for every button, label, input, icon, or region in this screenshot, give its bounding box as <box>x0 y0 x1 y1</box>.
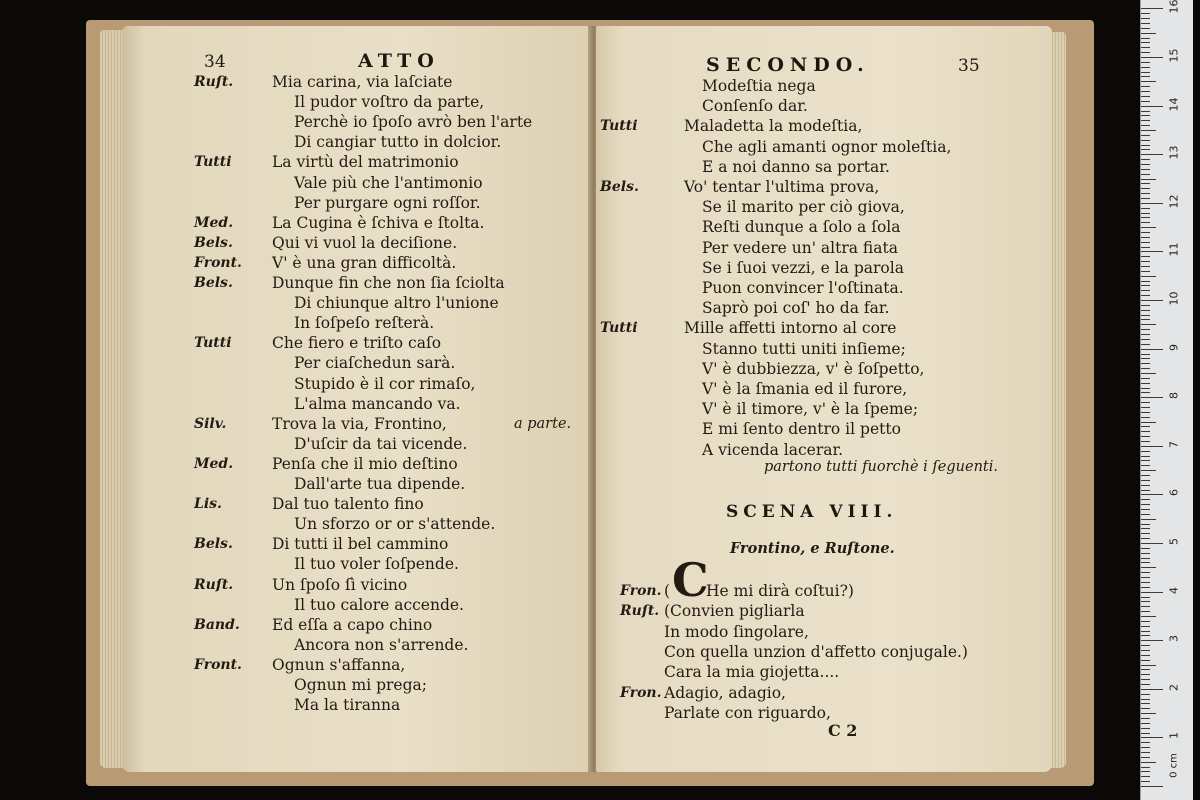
ruler-tick <box>1141 422 1156 423</box>
ruler-tick <box>1141 577 1150 578</box>
verse-line: Parlate con riguardo, <box>664 703 831 722</box>
ruler-tick <box>1141 52 1150 53</box>
ruler-tick <box>1141 300 1163 301</box>
ruler-tick <box>1141 606 1150 607</box>
ruler-tick <box>1141 363 1150 364</box>
ruler-tick <box>1141 426 1150 427</box>
ruler-tick <box>1141 737 1163 738</box>
ruler-number: 3 <box>1167 635 1181 643</box>
ruler-tick <box>1141 203 1163 204</box>
ruler-tick <box>1141 227 1156 228</box>
ruler-tick <box>1141 72 1150 73</box>
right-page-number: 35 <box>958 56 980 76</box>
left-running-head: ATTO <box>358 50 440 72</box>
ruler-tick <box>1141 57 1163 58</box>
ruler-tick <box>1141 324 1156 325</box>
ruler-tick <box>1141 567 1156 568</box>
ruler-tick <box>1141 514 1150 515</box>
ruler-tick <box>1141 247 1150 248</box>
ruler-tick <box>1141 18 1150 19</box>
speaker-label: Tutti <box>194 335 232 352</box>
verse-line: He mi dirà coſtui?) <box>706 582 854 600</box>
ruler-tick <box>1141 431 1150 432</box>
ruler-tick <box>1141 524 1150 525</box>
verse-line: Un sforzo or or s'attende. <box>294 515 496 534</box>
speaker-label: Ruſt. <box>194 74 234 90</box>
ruler-tick <box>1141 446 1163 447</box>
verse-line: Dunque fin che non ſia ſciolta <box>272 274 505 292</box>
ruler-tick <box>1141 232 1150 233</box>
ruler-tick <box>1141 509 1150 510</box>
speaker-label: Ruſt. <box>194 576 234 593</box>
ruler-number: 9 <box>1167 343 1181 351</box>
speaker-label: Front. <box>194 656 242 673</box>
ruler-tick <box>1141 762 1156 763</box>
ruler-unit-label: 0 cm <box>1168 753 1180 778</box>
ruler-tick <box>1141 669 1150 670</box>
ruler-tick <box>1141 441 1150 442</box>
speaker-label: Ruſt. <box>620 603 660 620</box>
ruler-tick <box>1141 140 1150 141</box>
ruler-tick <box>1141 640 1163 641</box>
ruler-number: 12 <box>1167 194 1181 209</box>
verse-line: Perchè io ſpoſo avrò ben l'arte <box>294 113 533 132</box>
scene-title: SCENA VIII. <box>726 502 898 522</box>
verse-line: Ma la tiranna <box>294 696 401 715</box>
page-edges-left <box>100 30 124 768</box>
verse-line: La Cugina è ſchiva e ſtolta. <box>272 213 485 232</box>
ruler-tick <box>1141 120 1150 121</box>
ruler-tick <box>1141 548 1150 549</box>
ruler-tick <box>1141 358 1150 359</box>
ruler-tick <box>1141 38 1150 39</box>
ruler-tick <box>1141 266 1150 267</box>
ruler-tick <box>1141 334 1150 335</box>
verse-line: Mille affetti intorno al core <box>684 319 897 338</box>
verse-line: Ancora non s'arrende. <box>294 635 469 654</box>
speaker-label: Tutti <box>194 154 232 171</box>
ruler-tick <box>1141 378 1150 379</box>
ruler-tick <box>1141 193 1150 194</box>
ruler-tick <box>1141 47 1150 48</box>
ruler-number: 1 <box>1167 732 1181 740</box>
ruler-tick <box>1141 344 1150 345</box>
verse-line: V' è la ſmania ed il furore, <box>702 380 908 398</box>
ruler-tick <box>1141 111 1150 112</box>
verse-line: Vale più che l'antimonio <box>294 173 483 192</box>
page-edges-right <box>1050 32 1066 768</box>
ruler-tick <box>1141 208 1150 209</box>
ruler-tick <box>1141 62 1150 63</box>
ruler-number: 15 <box>1167 48 1181 63</box>
verse-line: Il pudor voſtro da parte, <box>294 93 485 112</box>
ruler-tick <box>1141 645 1150 646</box>
ruler-tick <box>1141 373 1156 374</box>
left-page <box>122 26 592 772</box>
ruler-number: 7 <box>1167 440 1181 448</box>
ruler-tick <box>1141 703 1150 704</box>
ruler-tick <box>1141 261 1150 262</box>
ruler-tick <box>1141 533 1150 534</box>
ruler-tick <box>1141 130 1156 131</box>
ruler-tick <box>1141 290 1150 291</box>
ruler-tick <box>1141 494 1163 495</box>
ruler-tick <box>1141 616 1156 617</box>
ruler-tick <box>1141 81 1156 82</box>
right-page <box>596 26 1052 772</box>
ruler-tick <box>1141 354 1150 355</box>
ruler-tick <box>1141 183 1150 184</box>
ruler-tick <box>1141 305 1150 306</box>
ruler-tick <box>1141 776 1150 777</box>
ruler-tick <box>1141 611 1150 612</box>
ruler-tick <box>1141 23 1150 24</box>
ruler-tick <box>1141 475 1150 476</box>
ruler-tick <box>1141 329 1150 330</box>
ruler-tick <box>1141 76 1150 77</box>
verse-line: Ognun mi prega; <box>294 676 427 694</box>
ruler-tick <box>1141 319 1150 320</box>
ruler-tick <box>1141 8 1163 9</box>
ruler-tick <box>1141 708 1150 709</box>
ruler-number: 13 <box>1167 145 1181 160</box>
signature-mark: C 2 <box>828 721 858 740</box>
ruler-tick <box>1141 626 1150 627</box>
verse-line: Per ciaſchedun sarà. <box>294 354 456 373</box>
ruler-tick <box>1141 543 1163 544</box>
ruler-tick <box>1141 742 1150 743</box>
speaker-label: Bels. <box>600 179 639 195</box>
ruler-tick <box>1141 159 1150 160</box>
verse-line: Il tuo voler ſoſpende. <box>294 555 459 574</box>
ruler-tick <box>1141 407 1150 408</box>
ruler-tick <box>1141 417 1150 418</box>
ruler-tick <box>1141 86 1150 87</box>
ruler-tick <box>1141 256 1150 257</box>
speaker-label: Tutti <box>600 320 638 337</box>
ruler-tick <box>1141 582 1150 583</box>
ruler-tick <box>1141 33 1156 34</box>
verse-line: Vo' tentar l'ultima prova, <box>684 178 880 196</box>
ruler-tick <box>1141 587 1150 588</box>
ruler-tick <box>1141 164 1150 165</box>
verse-line: La virtù del matrimonio <box>272 153 459 172</box>
ruler-tick <box>1141 689 1163 690</box>
ruler-tick <box>1141 499 1150 500</box>
verse-line: L'alma mancando va. <box>294 394 461 413</box>
verse-line: Che agli amanti ognor moleſtia, <box>702 137 952 156</box>
ruler-tick <box>1141 125 1150 126</box>
ruler-tick <box>1141 281 1150 282</box>
verse-line: Dall'arte tua dipende. <box>294 475 466 493</box>
ruler-number: 8 <box>1167 392 1181 400</box>
verse-line: Ed eſſa a capo chino <box>272 615 433 634</box>
verse-line: In ſoſpeſo reſterà. <box>294 314 435 333</box>
scene-characters: Frontino, e Ruſtone. <box>730 540 895 557</box>
verse-line: Cara la mia giojetta.... <box>664 663 840 682</box>
ruler-tick <box>1141 771 1150 772</box>
verse-line: Adagio, adagio, <box>664 683 786 702</box>
ruler-number: 2 <box>1167 683 1181 691</box>
verse-line: Ognun s'affanna, <box>272 655 406 674</box>
ruler-number: 11 <box>1167 242 1181 257</box>
ruler-tick <box>1141 660 1150 661</box>
ruler-tick <box>1141 490 1150 491</box>
ruler-tick <box>1141 174 1150 175</box>
ruler-tick <box>1141 145 1150 146</box>
ruler-tick <box>1141 601 1150 602</box>
ruler-tick <box>1141 684 1150 685</box>
speaker-label: Bels. <box>194 234 233 251</box>
ruler-tick <box>1141 101 1150 102</box>
ruler-number: 14 <box>1167 97 1181 112</box>
ruler-tick <box>1141 154 1163 155</box>
verse-line: V' è dubbiezza, v' è ſoſpetto, <box>702 359 925 378</box>
ruler-tick <box>1141 96 1150 97</box>
verse-line: Trova la via, Frontino, <box>272 414 447 433</box>
ruler-tick <box>1141 538 1150 539</box>
ruler-tick <box>1141 251 1163 252</box>
ruler-tick <box>1141 485 1150 486</box>
verse-line: Per purgare ogni roſſor. <box>294 193 481 212</box>
speaker-label: Band. <box>194 616 240 633</box>
ruler-tick <box>1141 242 1150 243</box>
ruler-tick <box>1141 135 1150 136</box>
speaker-label: Fron. <box>620 583 662 599</box>
verse-line: Se il marito per ciò giova, <box>702 198 905 217</box>
ruler-tick <box>1141 213 1150 214</box>
verse-line: Un ſpoſo ſì vicino <box>272 575 408 594</box>
verse-line: E mi ſento dentro il petto <box>702 420 901 439</box>
ruler-tick <box>1141 237 1150 238</box>
ruler-tick <box>1141 597 1150 598</box>
ruler-tick <box>1141 767 1150 768</box>
verse-line: V' è una gran difficoltà. <box>272 253 457 272</box>
ruler-tick <box>1141 42 1150 43</box>
speaker-label: Med. <box>194 455 234 472</box>
ruler-tick <box>1141 368 1150 369</box>
ruler-tick <box>1141 733 1150 734</box>
ruler-number: 10 <box>1167 291 1181 306</box>
ruler-tick <box>1141 460 1150 461</box>
ruler-tick <box>1141 699 1150 700</box>
ruler-tick <box>1141 222 1150 223</box>
ruler-number: 6 <box>1167 489 1181 497</box>
ruler-tick <box>1141 528 1150 529</box>
verse-line: V' è il timore, v' è la ſpeme; <box>702 400 919 419</box>
verse-line: E a noi danno sa portar. <box>702 157 890 176</box>
ruler-tick <box>1141 757 1150 758</box>
speaker-label: Bels. <box>194 536 233 553</box>
ruler-tick <box>1141 456 1150 457</box>
verse-line: Che fiero e triſto caſo <box>272 334 442 353</box>
ruler-tick <box>1141 13 1150 14</box>
ruler-tick <box>1141 592 1163 593</box>
verse-line: Di cangiar tutto in dolcior. <box>294 133 502 152</box>
verse-line: Di tutti il bel cammino <box>272 535 449 554</box>
ruler-tick <box>1141 504 1150 505</box>
ruler-tick <box>1141 519 1156 520</box>
ruler-tick <box>1141 315 1150 316</box>
ruler-tick <box>1141 723 1150 724</box>
speaker-label: Fron. <box>620 684 662 701</box>
ruler-tick <box>1141 655 1150 656</box>
left-page-number: 34 <box>204 52 226 72</box>
measuring-ruler <box>1140 0 1193 800</box>
verse-line: Reſti dunque a ſolo a ſola <box>702 218 901 237</box>
ruler-tick <box>1141 28 1150 29</box>
paren-open: ( <box>664 582 671 600</box>
verse-line: Dal tuo talento fino <box>272 495 424 514</box>
ruler-tick <box>1141 752 1150 753</box>
speaker-label: Silv. <box>194 415 227 432</box>
verse-line: Mia carina, via laſciate <box>272 73 453 91</box>
ruler-tick <box>1141 679 1150 680</box>
verse-line: Il tuo calore accende. <box>294 595 464 614</box>
speaker-label: Lis. <box>194 496 222 513</box>
ruler-tick <box>1141 339 1150 340</box>
ruler-tick <box>1141 562 1150 563</box>
ruler-tick <box>1141 465 1150 466</box>
verse-line: Se i ſuoi vezzi, e la parola <box>702 258 904 277</box>
ruler-tick <box>1141 713 1156 714</box>
verse-line: Puon convincer l'oſtinata. <box>702 279 904 297</box>
verse-line: In modo ſingolare, <box>664 622 809 641</box>
ruler-tick <box>1141 217 1150 218</box>
right-running-head: SECONDO. <box>706 54 870 76</box>
ruler-tick <box>1141 383 1150 384</box>
ruler-tick <box>1141 349 1163 350</box>
speaker-label: Front. <box>194 254 242 271</box>
verse-line: Qui vi vuol la deciſione. <box>272 233 458 252</box>
verse-line: (Convien pigliarla <box>664 602 805 621</box>
ruler-tick <box>1141 631 1150 632</box>
ruler-tick <box>1141 728 1150 729</box>
ruler-tick <box>1141 106 1163 107</box>
ruler-tick <box>1141 786 1163 787</box>
verse-line: Di chiunque altro l'unione <box>294 294 499 313</box>
ruler-tick <box>1141 558 1150 559</box>
ruler-tick <box>1141 388 1150 389</box>
ruler-tick <box>1141 188 1150 189</box>
stage-aside: a parte. <box>514 415 572 432</box>
ruler-tick <box>1141 747 1150 748</box>
ruler-tick <box>1141 412 1150 413</box>
drop-cap: C <box>672 553 709 607</box>
ruler-tick <box>1141 718 1150 719</box>
verse-line: Modeſtia nega <box>702 77 816 95</box>
ruler-tick <box>1141 572 1150 573</box>
speaker-label: Bels. <box>194 275 233 291</box>
verse-line: Maladetta la modeſtia, <box>684 117 863 136</box>
ruler-tick <box>1141 392 1150 393</box>
ruler-tick <box>1141 271 1150 272</box>
ruler-tick <box>1141 91 1150 92</box>
ruler-tick <box>1141 149 1150 150</box>
ruler-tick <box>1141 169 1150 170</box>
ruler-tick <box>1141 285 1150 286</box>
ruler-tick <box>1141 635 1150 636</box>
ruler-tick <box>1141 310 1150 311</box>
ruler-tick <box>1141 115 1150 116</box>
ruler-tick <box>1141 451 1150 452</box>
verse-line: Conſenſo dar. <box>702 97 808 116</box>
verse-line: Saprò poi coſ' ho da far. <box>702 299 890 318</box>
ruler-tick <box>1141 179 1156 180</box>
verse-line: A vicenda lacerar. <box>702 440 844 459</box>
verse-line: Stupido è il cor rimaſo, <box>294 374 476 393</box>
ruler-tick <box>1141 674 1150 675</box>
ruler-number: 16 <box>1167 0 1181 14</box>
verse-line: D'uſcir da tai vicende. <box>294 434 468 453</box>
ruler-tick <box>1141 397 1163 398</box>
ruler-tick <box>1141 553 1150 554</box>
ruler-number: 4 <box>1167 586 1181 594</box>
ruler-tick <box>1141 276 1156 277</box>
speaker-label: Med. <box>194 214 234 231</box>
ruler-tick <box>1141 621 1150 622</box>
verse-line: Penſa che il mio deſtino <box>272 454 458 473</box>
ruler-tick <box>1141 694 1150 695</box>
ruler-tick <box>1141 650 1150 651</box>
ruler-tick <box>1141 402 1150 403</box>
verse-line: Per vedere un' altra fiata <box>702 238 898 257</box>
stage-direction: partono tutti fuorchè i ſeguenti. <box>764 459 998 475</box>
speaker-label: Tutti <box>600 118 638 135</box>
ruler-tick <box>1141 436 1150 437</box>
ruler-tick <box>1141 67 1150 68</box>
ruler-number: 5 <box>1167 538 1181 545</box>
ruler-tick <box>1141 470 1156 471</box>
ruler-tick <box>1141 480 1150 481</box>
ruler-tick <box>1141 665 1156 666</box>
ruler-tick <box>1141 781 1150 782</box>
verse-line: Stanno tutti uniti inſieme; <box>702 339 906 358</box>
ruler-tick <box>1141 295 1150 296</box>
ruler-tick <box>1141 198 1150 199</box>
verse-line: Con quella unzion d'affetto conjugale.) <box>664 642 968 661</box>
